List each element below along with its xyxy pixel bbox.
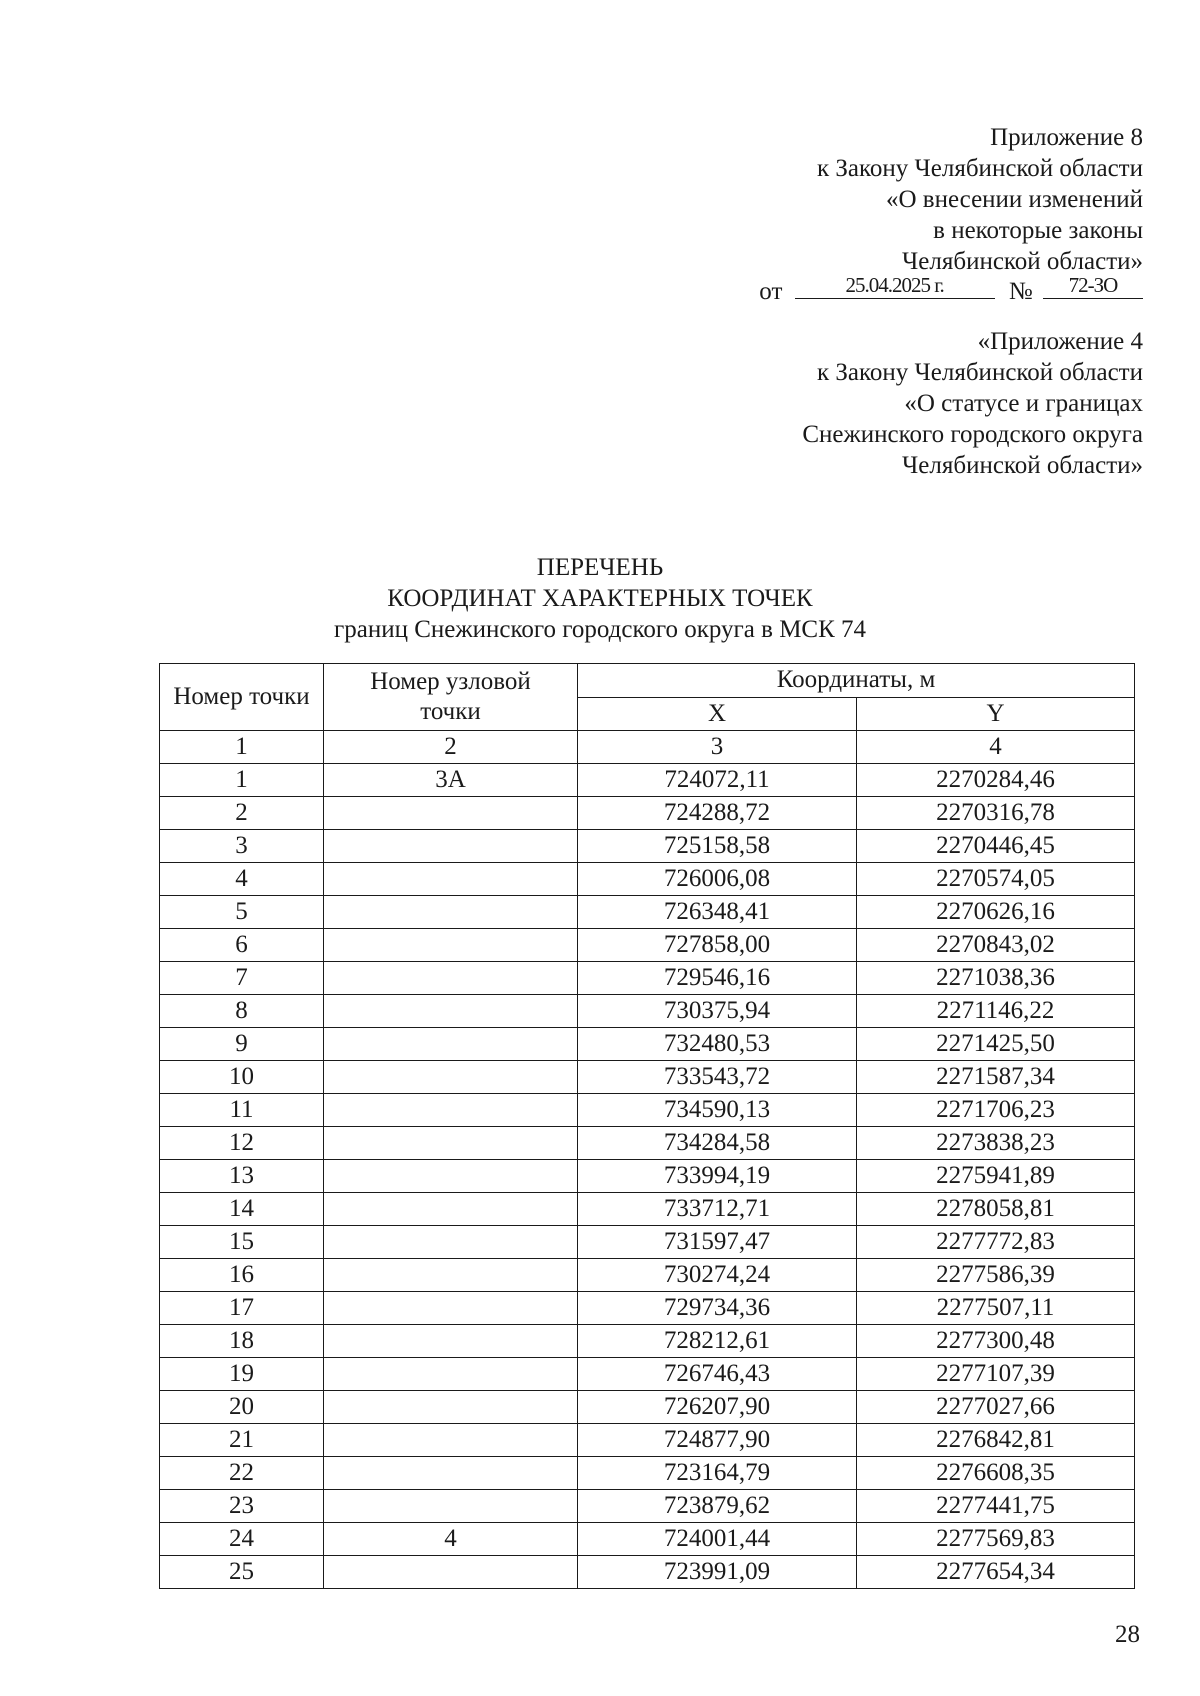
point-number-cell: 6 [160,929,324,962]
point-number-cell: 22 [160,1457,324,1490]
appendix-header-line: в некоторые законы [933,217,1143,244]
node-number-cell [324,797,578,830]
y-coordinate-cell: 2270446,45 [857,830,1135,863]
table-row [160,896,1135,929]
y-coordinate-cell: 2276608,35 [857,1457,1135,1490]
y-coordinate-cell: 2270316,78 [857,797,1135,830]
node-number-cell [324,1358,578,1391]
x-coordinate-cell: 726207,90 [578,1391,857,1424]
table-row [160,1028,1135,1061]
x-coordinate-cell: 724001,44 [578,1523,857,1556]
point-number-cell: 19 [160,1358,324,1391]
x-coordinate-cell: 728212,61 [578,1325,857,1358]
y-coordinate-cell: 2276842,81 [857,1424,1135,1457]
column-number: 2 [324,731,578,764]
x-coordinate-cell: 733994,19 [578,1160,857,1193]
y-coordinate-cell: 2277586,39 [857,1259,1135,1292]
table-row [160,1259,1135,1292]
column-number: 1 [160,731,324,764]
table-row [160,764,1135,797]
appendix-header [817,122,1143,277]
x-coordinate-cell: 729546,16 [578,962,857,995]
number-prefix: № [1008,278,1033,305]
appendix-original-line: «О статусе и границах [904,390,1143,417]
table-row [160,1061,1135,1094]
header-node-number: Номер узловой точки [324,664,578,731]
node-number-cell [324,1391,578,1424]
appendix-header-line: к Закону Челябинской области [817,155,1143,182]
table-row [160,1160,1135,1193]
y-coordinate-cell: 2271038,36 [857,962,1135,995]
x-coordinate-cell: 734590,13 [578,1094,857,1127]
column-number: 4 [857,731,1135,764]
table-row [160,1490,1135,1523]
point-number-cell: 3 [160,830,324,863]
point-number-cell: 4 [160,863,324,896]
point-number-cell: 9 [160,1028,324,1061]
x-coordinate-cell: 732480,53 [578,1028,857,1061]
y-coordinate-cell: 2277507,11 [857,1292,1135,1325]
table-row [160,1358,1135,1391]
table-row [160,1292,1135,1325]
table-row [160,1457,1135,1490]
title-line: КООРДИНАТ ХАРАКТЕРНЫХ ТОЧЕК [387,585,813,612]
y-coordinate-cell: 2277772,83 [857,1226,1135,1259]
appendix-original-line: Снежинского городского округа [802,421,1143,448]
y-coordinate-cell: 2271146,22 [857,995,1135,1028]
node-number-cell [324,962,578,995]
appendix-header-line: Приложение 8 [990,124,1143,151]
header-y: Y [857,697,1135,731]
node-number-cell [324,830,578,863]
node-number-cell [324,1127,578,1160]
point-number-cell: 8 [160,995,324,1028]
x-coordinate-cell: 724288,72 [578,797,857,830]
header-point-number: Номер точки [160,664,324,731]
point-number-cell: 2 [160,797,324,830]
table-row [160,995,1135,1028]
x-coordinate-cell: 723879,62 [578,1490,857,1523]
point-number-cell: 25 [160,1556,324,1589]
node-number-cell [324,1193,578,1226]
point-number-cell: 20 [160,1391,324,1424]
node-number-cell [324,1292,578,1325]
x-coordinate-cell: 733712,71 [578,1193,857,1226]
y-coordinate-cell: 2271425,50 [857,1028,1135,1061]
table-row [160,929,1135,962]
table-row [160,1226,1135,1259]
point-number-cell: 11 [160,1094,324,1127]
appendix-original-line: Челябинской области» [902,452,1143,479]
table-row [160,1391,1135,1424]
x-coordinate-cell: 726348,41 [578,896,857,929]
y-coordinate-cell: 2277107,39 [857,1358,1135,1391]
title-line: границ Снежинского городского округа в МСК 74 [333,616,867,643]
x-coordinate-cell: 723991,09 [578,1556,857,1589]
y-coordinate-cell: 2277654,34 [857,1556,1135,1589]
node-number-cell [324,1490,578,1523]
header-x: X [578,697,857,731]
node-number-cell [324,929,578,962]
table-row [160,1523,1135,1556]
appendix-header-line: «О внесении изменений [885,186,1143,213]
table-row [160,1127,1135,1160]
table-row [160,962,1135,995]
node-number-cell [324,1325,578,1358]
x-coordinate-cell: 726006,08 [578,863,857,896]
node-number-cell [324,1061,578,1094]
x-coordinate-cell: 729734,36 [578,1292,857,1325]
table-row [160,1424,1135,1457]
node-number-cell [324,995,578,1028]
x-coordinate-cell: 734284,58 [578,1127,857,1160]
y-coordinate-cell: 2270626,16 [857,896,1135,929]
y-coordinate-cell: 2277300,48 [857,1325,1135,1358]
point-number-cell: 21 [160,1424,324,1457]
table-row [160,1556,1135,1589]
y-coordinate-cell: 2277441,75 [857,1490,1135,1523]
point-number-cell: 7 [160,962,324,995]
y-coordinate-cell: 2270843,02 [857,929,1135,962]
table-row [160,797,1135,830]
node-number-cell [324,1556,578,1589]
y-coordinate-cell: 2277027,66 [857,1391,1135,1424]
y-coordinate-cell: 2270284,46 [857,764,1135,797]
document-title [0,552,1200,645]
point-number-cell: 16 [160,1259,324,1292]
x-coordinate-cell: 723164,79 [578,1457,857,1490]
point-number-cell: 17 [160,1292,324,1325]
node-number-cell [324,1226,578,1259]
x-coordinate-cell: 726746,43 [578,1358,857,1391]
point-number-cell: 23 [160,1490,324,1523]
y-coordinate-cell: 2277569,83 [857,1523,1135,1556]
table-row [160,1325,1135,1358]
appendix-header-line: Челябинской области» [902,248,1143,275]
point-number-cell: 1 [160,764,324,797]
coordinates-table [159,663,1135,1589]
y-coordinate-cell: 2271706,23 [857,1094,1135,1127]
point-number-cell: 14 [160,1193,324,1226]
table-row [160,863,1135,896]
title-line: ПЕРЕЧЕНЬ [536,554,664,581]
node-number-cell [324,1094,578,1127]
y-coordinate-cell: 2275941,89 [857,1160,1135,1193]
page-number: 28 [1115,1621,1140,1648]
node-number-cell [324,1028,578,1061]
x-coordinate-cell: 731597,47 [578,1226,857,1259]
date-prefix: от [759,278,783,305]
node-number-cell [324,1160,578,1193]
x-coordinate-cell: 730375,94 [578,995,857,1028]
table-row [160,1094,1135,1127]
y-coordinate-cell: 2270574,05 [857,863,1135,896]
column-number: 3 [578,731,857,764]
y-coordinate-cell: 2271587,34 [857,1061,1135,1094]
date-field [795,272,995,299]
x-coordinate-cell: 724072,11 [578,764,857,797]
node-number-cell: 4 [324,1523,578,1556]
point-number-cell: 12 [160,1127,324,1160]
law-date-number-line [759,272,1143,307]
y-coordinate-cell: 2273838,23 [857,1127,1135,1160]
node-number-cell [324,863,578,896]
node-number-cell [324,1457,578,1490]
x-coordinate-cell: 730274,24 [578,1259,857,1292]
coordinates-table-body [160,764,1135,1589]
point-number-cell: 15 [160,1226,324,1259]
x-coordinate-cell: 724877,90 [578,1424,857,1457]
header-coordinates: Координаты, м [578,664,1135,698]
node-number-cell [324,1259,578,1292]
appendix-original-line: «Приложение 4 [977,328,1143,355]
appendix-original [802,326,1143,481]
y-coordinate-cell: 2278058,81 [857,1193,1135,1226]
node-number-cell [324,1424,578,1457]
point-number-cell: 13 [160,1160,324,1193]
point-number-cell: 10 [160,1061,324,1094]
x-coordinate-cell: 733543,72 [578,1061,857,1094]
x-coordinate-cell: 727858,00 [578,929,857,962]
node-number-cell [324,896,578,929]
table-row [160,830,1135,863]
table-row [160,1193,1135,1226]
appendix-original-line: к Закону Челябинской области [817,359,1143,386]
point-number-cell: 18 [160,1325,324,1358]
point-number-cell: 24 [160,1523,324,1556]
point-number-cell: 5 [160,896,324,929]
number-field [1043,272,1143,299]
date-value: 25.04.2025 г. [845,273,944,297]
number-value: 72-ЗО [1068,273,1118,297]
x-coordinate-cell: 725158,58 [578,830,857,863]
node-number-cell: 3А [324,764,578,797]
column-numbers-row [160,731,1135,764]
